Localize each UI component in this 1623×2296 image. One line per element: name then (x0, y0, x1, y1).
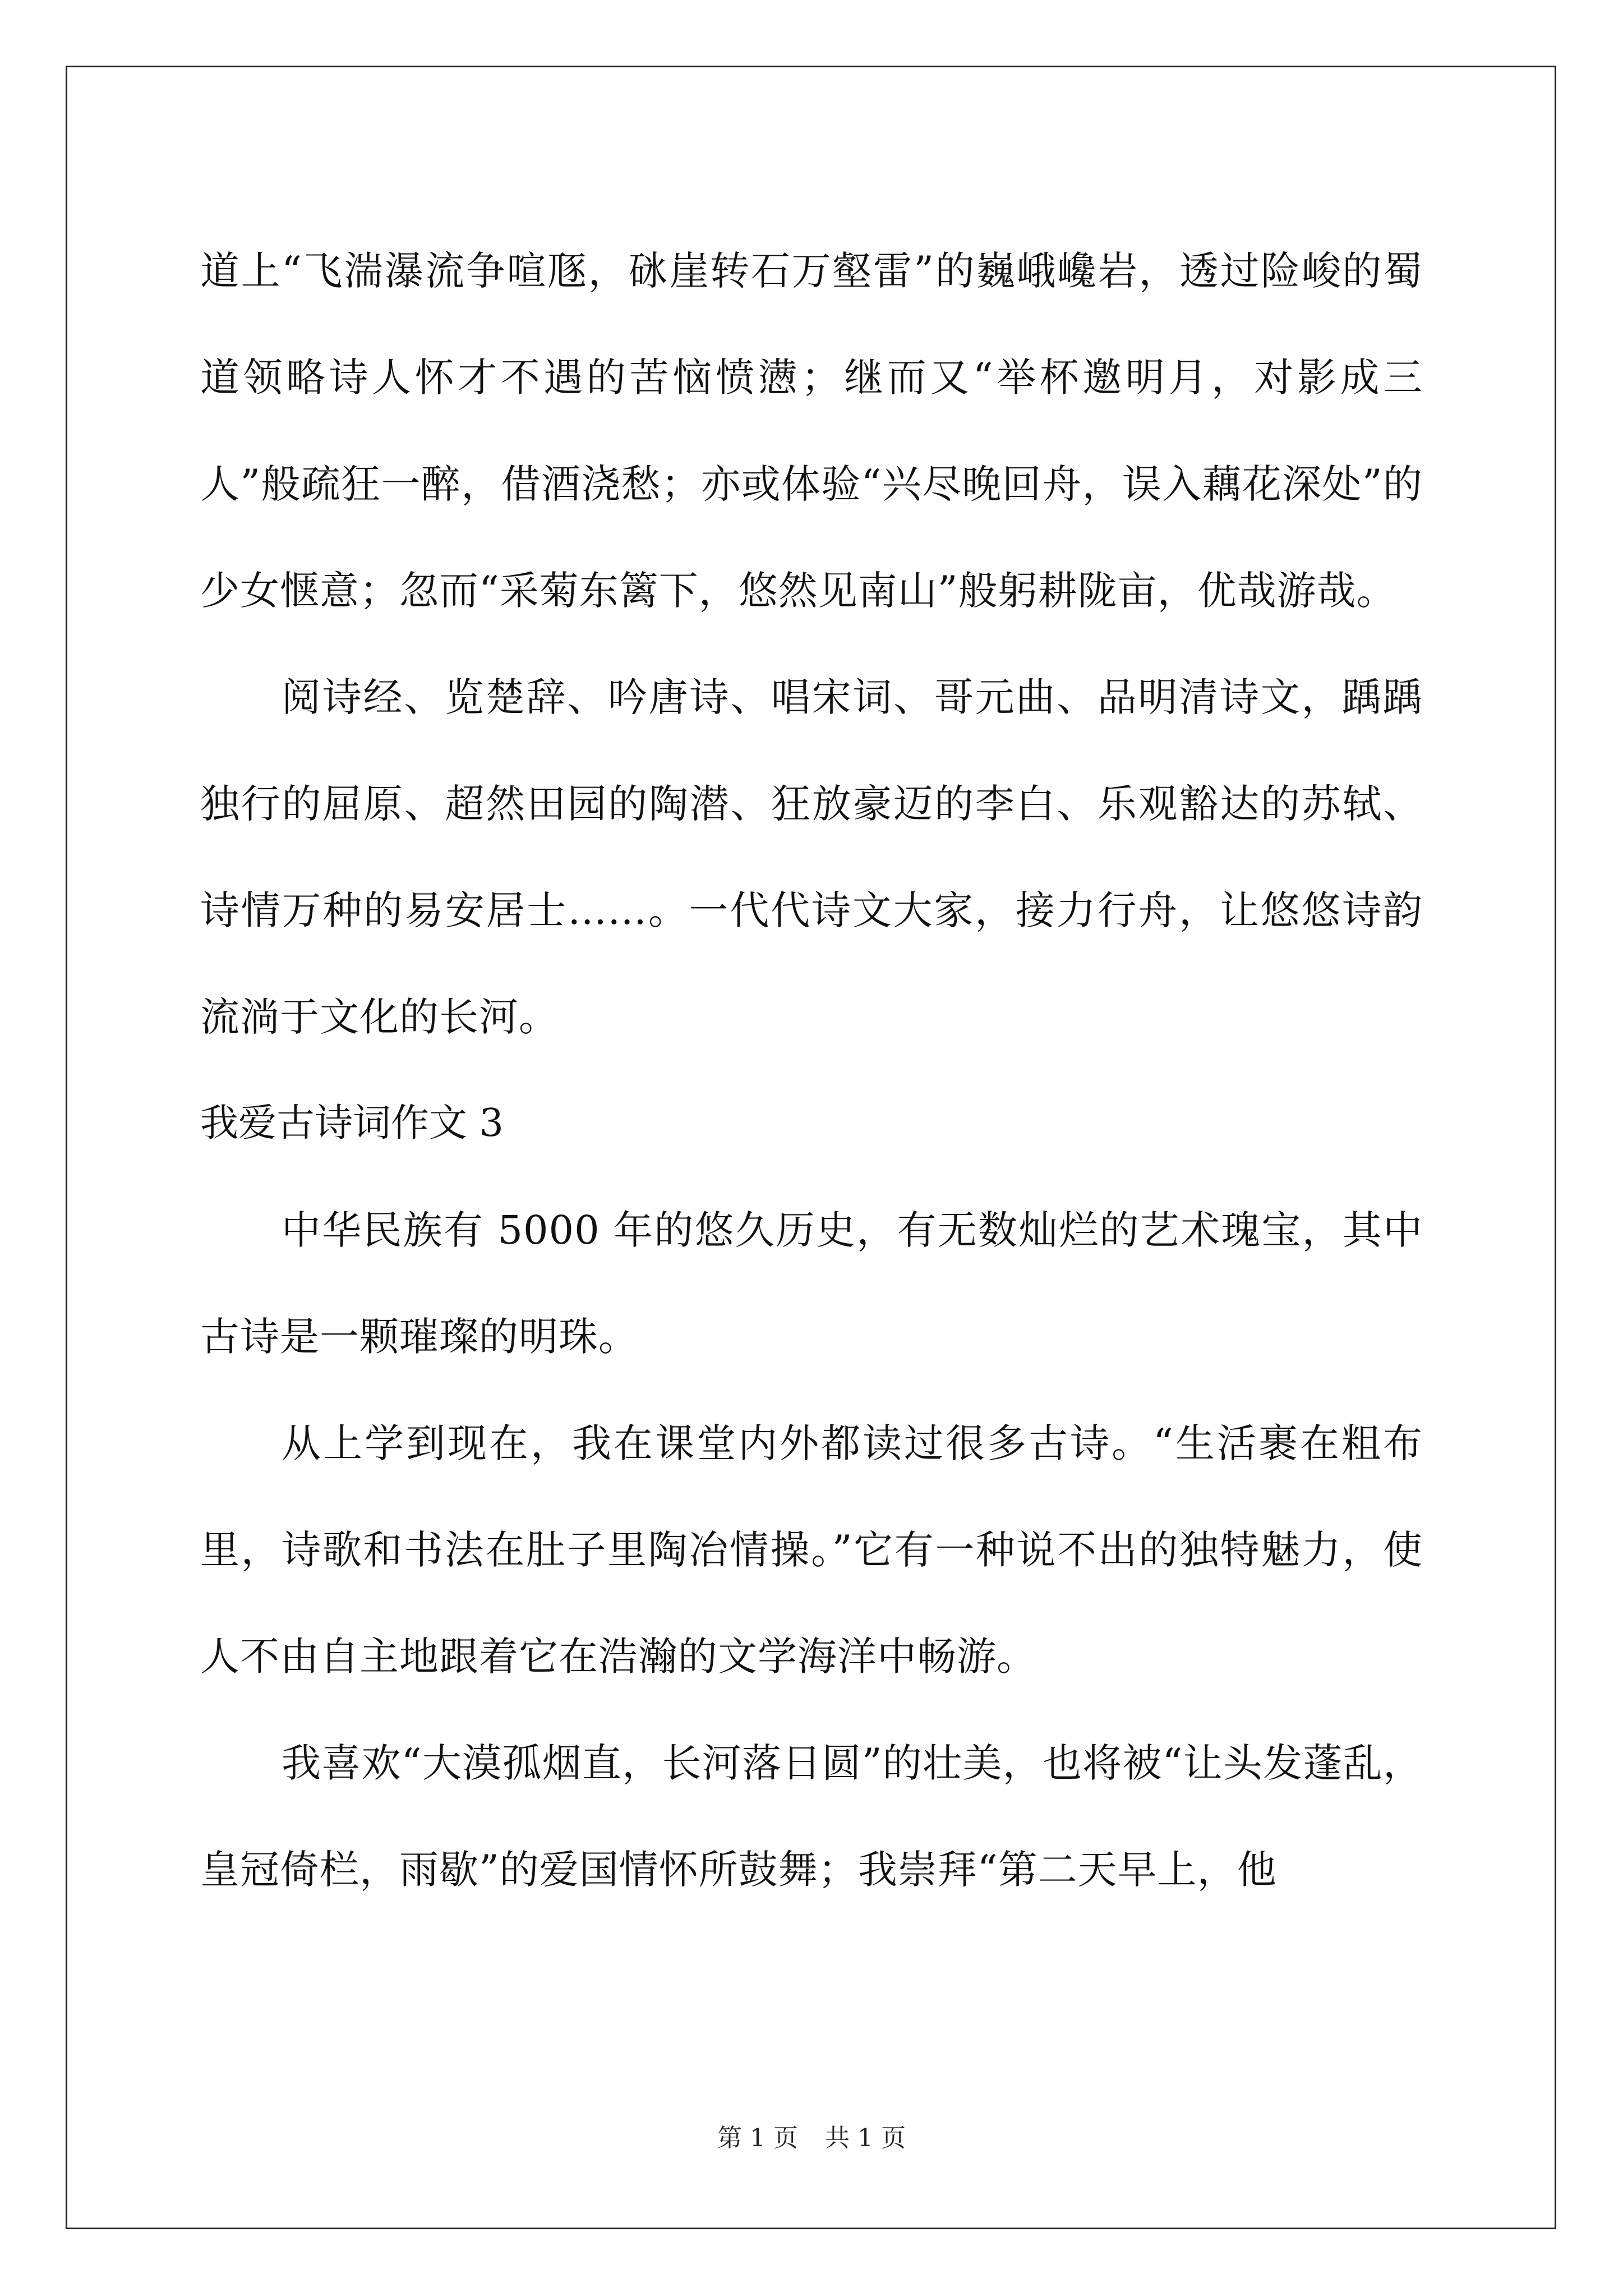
paragraph-3: 中华民族有 5000 年的悠久历史，有无数灿烂的艺术瑰宝，其中古诗是一颗璀璨的明珠。 (200, 1207, 1423, 1360)
section-heading: 我爱古诗词作文 3 (200, 1101, 504, 1145)
paragraph-4: 从上学到现在，我在课堂内外都读过很多古诗。“生活裹在粗布里，诗歌和书法在肚子里陶冶情操。”它有一种说不出的独特魅力，使人不由自主地跟着它在浩瀚的文学海洋中畅游。 (200, 1420, 1423, 1680)
page-total: 共 1 页 (825, 2124, 906, 2152)
paragraph-1: 道上“飞湍瀑流争喧豗，砯崖转石万壑雷”的巍峨巉岩，透过险峻的蜀道领略诗人怀才不遇的苦恼愤懑；继而又“举杯邀明月，对影成三人”般疏狂一醉，借酒浇愁；亦或体验“兴尽晚回舟，误入藕花深处”的少女惬意；忽而“采菊东篱下，悠然见南山”般躬耕陇亩，优哉游哉。 (200, 248, 1423, 614)
paragraph-5: 我喜欢“大漠孤烟直，长河落日圆”的壮美，也将被“让头发蓬乱，皇冠倚栏，雨歇”的爱国情怀所鼓舞；我崇拜“第二天早上，他 (200, 1740, 1423, 1893)
document-body (200, 218, 1423, 1923)
page-footer (0, 2122, 1623, 2155)
page-number: 第 1 页 (717, 2124, 798, 2152)
paragraph-2: 阅诗经、览楚辞、吟唐诗、唱宋词、哥元曲、品明清诗文，踽踽独行的屈原、超然田园的陶潜、狂放豪迈的李白、乐观豁达的苏轼、诗情万种的易安居士……。一代代诗文大家，接力行舟，让悠悠诗韵流淌于文化的长河。 (200, 674, 1423, 1040)
